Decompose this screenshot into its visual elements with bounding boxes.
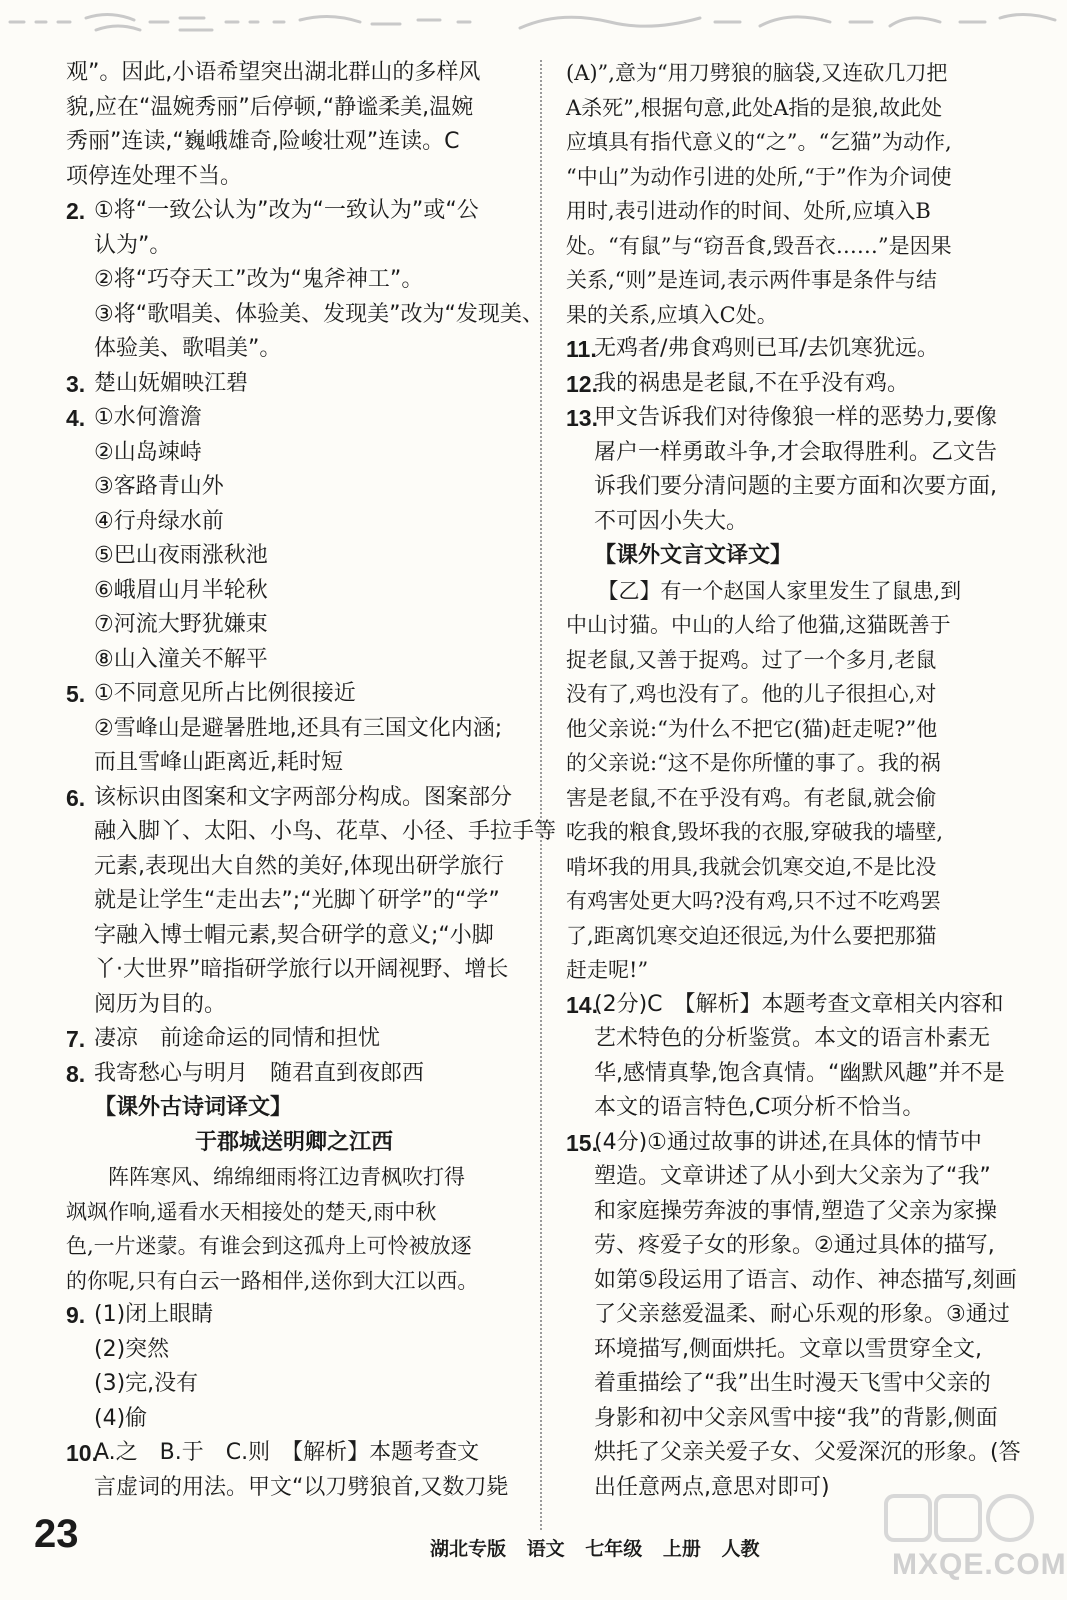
answer-line: 而且雪峰山距离近,耗时短 xyxy=(94,750,343,775)
answer-item xyxy=(566,332,1016,367)
answer-line: 言虚词的用法。甲文“以刀劈狼首,又数刀毙 xyxy=(94,1474,509,1500)
answer-line: 元素,表现出大自然的美好,体现出研学旅行 xyxy=(94,853,504,879)
paragraph-line: 赶走呢!” xyxy=(566,958,649,982)
footer-info: 湖北专版 语文 七年级 上册 人教 xyxy=(430,1538,760,1560)
item-number: 9. xyxy=(66,1302,86,1328)
answer-item xyxy=(66,1057,522,1092)
item-number: 5. xyxy=(66,681,86,707)
paragraph-line: 飒飒作响,遥看水天相接处的楚天,雨中秋 xyxy=(66,1199,437,1224)
answer-line: 该标识由图案和文字两部分构成。图案部分 xyxy=(94,784,513,810)
answer-line: 甲文告诉我们对待像狼一样的恶势力,要像 xyxy=(594,405,997,430)
answer-line: ⑤巴山夜雨涨秋池 xyxy=(94,543,268,568)
paragraph-line: 项停连处理不当。 xyxy=(66,163,243,189)
paragraph-line: 应填具有指代意义的“之”。“乞猫”为动作, xyxy=(566,130,952,154)
answer-line: 华,感情真挚,饱含真情。“幽默风趣”并不是 xyxy=(594,1060,1005,1086)
translation-paragraph xyxy=(566,574,1016,988)
answer-line: 字融入博士帽元素,契合研学的意义;“小脚 xyxy=(94,922,494,948)
answer-line: ③将“歌唱美、体验美、发现美”改为“发现美、 xyxy=(94,301,544,327)
paragraph-line: 吃我的粮食,毁坏我的衣服,穿破我的墙壁, xyxy=(566,820,944,844)
item-number: 11. xyxy=(566,336,597,362)
paragraph-line: 没有了,鸡也没有了。他的儿子很担心,对 xyxy=(566,682,937,706)
paragraph-line: “中山”为动作引进的处所,“于”作为介词使 xyxy=(566,164,952,189)
column-divider xyxy=(540,60,542,1530)
answer-line: 认为”。 xyxy=(94,232,172,258)
paragraph-line: (A)”,意为“用刀劈狼的脑袋,又连砍几刀把 xyxy=(566,61,948,85)
answer-line: (3)完,没有 xyxy=(94,1371,199,1396)
answer-line: 楚山妩媚映江碧 xyxy=(94,370,249,396)
answer-item xyxy=(566,1126,1021,1506)
answer-line: 和家庭操劳奔波的事情,塑造了父亲为家操 xyxy=(594,1198,997,1224)
answer-line: 如第⑤段运用了语言、动作、神态描写,刻画 xyxy=(594,1267,1017,1293)
item-number: 10. xyxy=(66,1440,98,1466)
paragraph-line: 关系,“则”是连词,表示两件事是条件与结 xyxy=(566,268,937,292)
item-number: 13. xyxy=(566,405,598,431)
answer-line: 身影和初中父亲风雪中接“我”的背影,侧面 xyxy=(594,1405,998,1431)
answer-item xyxy=(66,1298,522,1436)
answer-item xyxy=(66,1022,522,1057)
answer-line: ⑧山入潼关不解平 xyxy=(94,646,268,672)
answer-line: 出任意两点,意思对即可) xyxy=(594,1474,830,1500)
answer-line: 屠户一样勇敢斗争,才会取得胜利。乙文告 xyxy=(594,439,997,465)
paragraph-line: 【乙】有一个赵国人家里发生了鼠患,到 xyxy=(566,578,962,603)
answer-line: 了父亲慈爱温柔、耐心乐观的形象。③通过 xyxy=(594,1302,1010,1327)
paragraph-line: 他父亲说:“为什么不把它(猫)赶走呢?”他 xyxy=(566,716,938,741)
answer-line: 本文的语言特色,C项分析不恰当。 xyxy=(594,1095,925,1120)
item-number: 8. xyxy=(66,1060,86,1087)
answer-line: ①水何澹澹 xyxy=(94,405,202,430)
section-heading: 【课外文言文译文】 xyxy=(594,543,793,568)
paragraph-line: 的父亲说:“这不是你所懂的事了。我的祸 xyxy=(566,751,941,775)
item-number: 6. xyxy=(66,784,86,811)
answer-item xyxy=(66,781,557,1023)
answer-item xyxy=(66,677,522,781)
answer-item xyxy=(566,367,1016,402)
top-decoration xyxy=(0,0,1067,44)
answer-line: 丫·大世界”暗指研学旅行以开阔视野、增长 xyxy=(94,957,509,982)
section-heading: 【课外古诗词译文】 xyxy=(94,1095,293,1120)
right-column xyxy=(566,56,1021,1505)
answer-line: (4分)①通过故事的讲述,在具体的情节中 xyxy=(594,1129,982,1155)
item-number: 3. xyxy=(66,370,86,397)
answer-line: ⑦河流大野犹嫌束 xyxy=(94,612,268,637)
paragraph-line: A杀死”,根据句意,此处A指的是狼,故此处 xyxy=(566,95,943,120)
paragraph-line: 有鸡害处更大吗?没有鸡,只不过不吃鸡罢 xyxy=(566,889,941,913)
answer-line: 塑造。文章讲述了从小到大父亲为了“我” xyxy=(594,1164,991,1189)
answer-line: ②雪峰山是避暑胜地,还具有三国文化内涵; xyxy=(94,715,503,741)
poem-title: 于郡城送明卿之江西 xyxy=(194,1129,393,1155)
paragraph-line: 中山讨猫。中山的人给了他猫,这猫既善于 xyxy=(566,613,951,637)
paragraph-line: 害是老鼠,不在乎没有鸡。有老鼠,就会偷 xyxy=(566,785,937,810)
item-number: 12. xyxy=(566,370,598,397)
answer-line: ①将“一致公认为”改为“一致认为”或“公 xyxy=(94,198,479,223)
answer-line: A.之 B.于 C.则 【解析】本题考查文 xyxy=(94,1440,480,1465)
answer-line: (2分)C 【解析】本题考查文章相关内容和 xyxy=(594,991,1004,1017)
answer-line: 就是让学生“走出去”;“光脚丫研学”的“学” xyxy=(94,888,500,913)
answer-item xyxy=(566,401,1016,539)
text-paragraph xyxy=(66,56,522,194)
answer-item xyxy=(566,988,1016,1126)
item-number: 4. xyxy=(66,405,86,431)
paragraph-line: 阵阵寒风、绵绵细雨将江边青枫吹打得 xyxy=(66,1165,465,1189)
answer-line: ⑥峨眉山月半轮秋 xyxy=(94,577,268,603)
answer-line: 我寄愁心与明月 随君直到夜郎西 xyxy=(94,1060,425,1086)
paragraph-line: 了,距离饥寒交迫还很远,为什么要把那猫 xyxy=(566,923,937,948)
answer-line: 环境描写,侧面烘托。文章以雪贯穿全文, xyxy=(594,1336,982,1362)
answer-line: 无鸡者/弗食鸡则已耳/去饥寒犹远。 xyxy=(594,336,939,361)
answer-line: 劳、疼爱子女的形象。②通过具体的描写, xyxy=(594,1233,995,1258)
answer-line: 体验美、歌唱美”。 xyxy=(94,336,282,361)
answer-line: 阅历为目的。 xyxy=(94,991,227,1017)
paragraph-line: 用时,表引进动作的时间、处所,应填入B xyxy=(566,199,931,223)
translation-paragraph xyxy=(566,56,1016,332)
item-number: 2. xyxy=(66,198,86,224)
answer-item xyxy=(66,194,544,367)
answer-item xyxy=(66,1436,522,1505)
item-number: 14. xyxy=(566,991,598,1018)
answer-line: 烘托了父亲关爱子女、父爱深沉的形象。(答 xyxy=(594,1440,1021,1465)
answer-item xyxy=(66,401,522,677)
paragraph-line: 观”。因此,小语希望突出湖北群山的多样风 xyxy=(66,60,481,85)
answer-line: (2)突然 xyxy=(94,1336,170,1362)
answer-line: 我的祸患是老鼠,不在乎没有鸡。 xyxy=(594,370,909,396)
paragraph-line: 色,一片迷蒙。有谁会到这孤舟上可怜被放逐 xyxy=(66,1234,472,1258)
answer-line: 诉我们要分清问题的主要方面和次要方面, xyxy=(594,474,997,499)
answer-line: ②山岛竦峙 xyxy=(94,439,202,465)
watermark-text: MXQE.COM xyxy=(892,1548,1067,1581)
answer-line: (1)闭上眼睛 xyxy=(94,1302,214,1327)
answer-line: 凄凉 前途命运的同情和担忧 xyxy=(94,1026,381,1051)
item-number: 7. xyxy=(66,1026,86,1052)
paragraph-line: 秀丽”连读,“巍峨雄奇,险峻壮观”连读。C xyxy=(66,129,460,154)
page-number: 23 xyxy=(34,1512,79,1556)
answer-item xyxy=(66,367,522,402)
answer-line: ③客路青山外 xyxy=(94,474,224,499)
paragraph-line: 果的关系,应填入C处。 xyxy=(566,302,778,327)
left-column xyxy=(66,56,557,1505)
answer-line: 融入脚丫、太阳、小鸟、花草、小径、手拉手等 xyxy=(94,819,557,844)
paragraph-line: 捉老鼠,又善于捉鸡。过了一个多月,老鼠 xyxy=(566,647,937,672)
item-number: 15. xyxy=(566,1129,598,1156)
answer-line: ①不同意见所占比例很接近 xyxy=(94,681,356,706)
answer-line: 不可因小失大。 xyxy=(594,508,749,534)
answer-line: ④行舟绿水前 xyxy=(94,508,224,534)
answer-line: 艺术特色的分析鉴赏。本文的语言朴素无 xyxy=(594,1026,991,1051)
paragraph-line: 啃坏我的用具,我就会饥寒交迫,不是比没 xyxy=(566,854,937,879)
paragraph-line: 处。“有鼠”与“窃吾食,毁吾衣……”是因果 xyxy=(566,233,952,258)
paragraph-line: 的你呢,只有白云一路相伴,送你到大江以西。 xyxy=(66,1268,479,1293)
answer-line: 着重描绘了“我”出生时漫天飞雪中父亲的 xyxy=(594,1371,991,1396)
answer-line: (4)偷 xyxy=(94,1405,148,1431)
paragraph-line: 貌,应在“温婉秀丽”后停顿,“静谧柔美,温婉 xyxy=(66,94,474,120)
answer-line: ②将“巧夺天工”改为“鬼斧神工”。 xyxy=(94,267,424,292)
translation-paragraph xyxy=(66,1160,522,1298)
